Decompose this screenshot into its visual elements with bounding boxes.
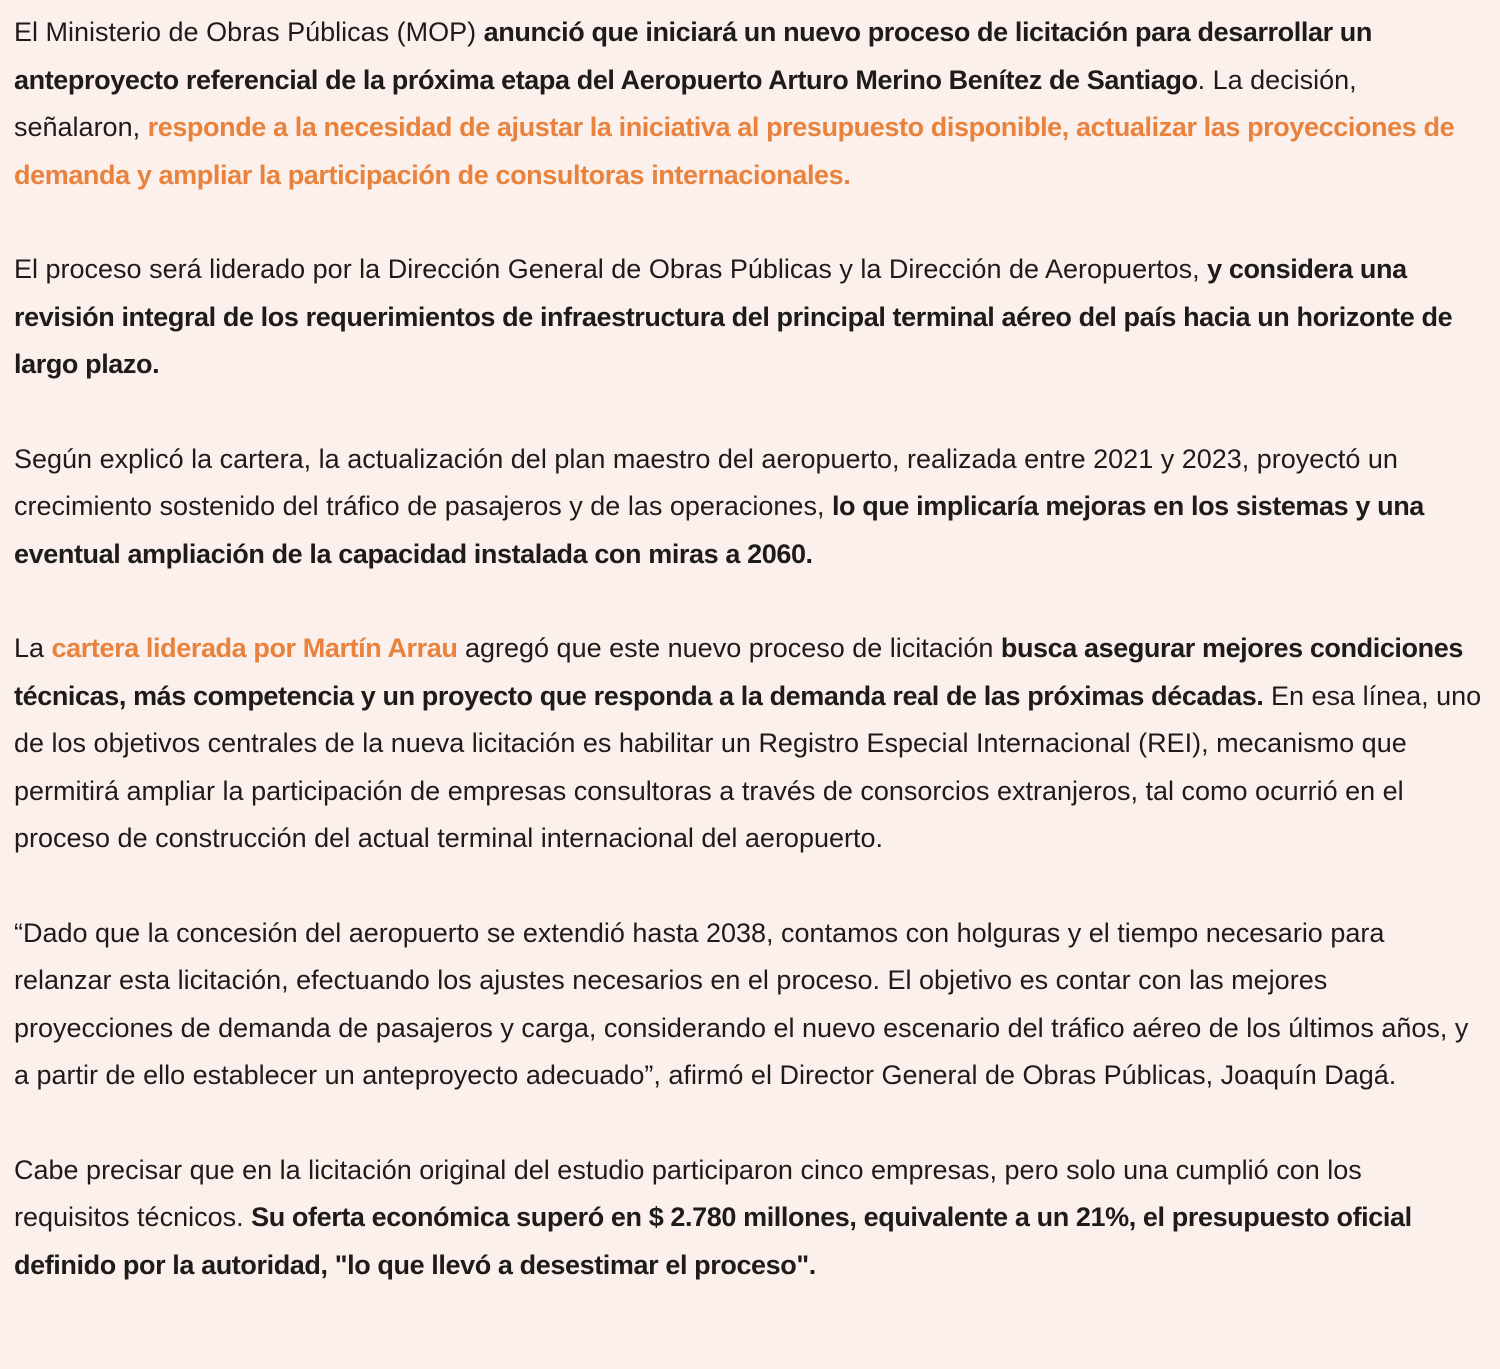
article-body [14, 9, 1484, 1289]
text-segment: . La decisión, señalaron, [14, 64, 1357, 142]
inline-link[interactable]: responde a la necesidad de ajustar la iniciativa al presupuesto disponible, actualizar las proyecciones de demanda y ampliar la participación de consultoras internacionales. [14, 112, 1455, 190]
inline-link[interactable]: cartera liderada por Martín Arrau [51, 633, 458, 663]
paragraph [14, 1147, 1482, 1290]
text-segment: En esa línea, uno de los objetivos centrales de la nueva licitación es habilitar un Registro Especial Internacional (REI), mecanismo que permitirá ampliar la participación de empresas consultoras a través de consorcios extranjeros, tal como ocurrió en el proceso de construcción del actual terminal internacional del aeropuerto. [14, 680, 1482, 853]
text-segment: agregó que este nuevo proceso de licitación [457, 633, 1001, 663]
text-segment-bold: Su oferta económica superó en $ 2.780 millones, equivalente a un 21%, el presupuesto oficial definido por la autoridad, "lo que llevó a desestimar el proceso". [14, 1202, 1412, 1280]
text-segment: Cabe precisar que en la licitación original del estudio participaron cinco empresas, pero solo una cumplió con los requisitos técnicos. [14, 1154, 1362, 1232]
text-segment: Según explicó la cartera, la actualización del plan maestro del aeropuerto, realizada entre 2021 y 2023, proyectó un crecimiento sostenido del tráfico de pasajeros y de las operaciones, [14, 443, 1398, 521]
text-segment-bold: y considera una revisión integral de los requerimientos de infraestructura del principal terminal aéreo del país hacia un horizonte de largo plazo. [14, 254, 1453, 379]
text-segment: “Dado que la concesión del aeropuerto se extendió hasta 2038, contamos con holguras y el tiempo necesario para relanzar esta licitación, efectuando los ajustes necesarios en el proceso. El objetivo es contar con las mejores proyecciones de demanda de pasajeros y carga, considerando el nuevo escenario del tráfico aéreo de los últimos años, y a partir de ello establecer un anteproyecto adecuado”, afirmó el Director General de Obras Públicas, Joaquín Dagá. [14, 917, 1469, 1090]
text-segment: El proceso será liderado por la Dirección General de Obras Públicas y la Dirección de Aeropuertos, [14, 254, 1208, 284]
text-segment: La [14, 633, 52, 663]
text-segment-bold: lo que implicaría mejoras en los sistemas y una eventual ampliación de la capacidad instalada con miras a 2060. [14, 491, 1424, 569]
text-segment: El Ministerio de Obras Públicas (MOP) [14, 17, 484, 47]
paragraph [14, 246, 1482, 389]
text-segment-bold: busca asegurar mejores condiciones técnicas, más competencia y un proyecto que responda a la demanda real de las próximas décadas. [14, 633, 1463, 711]
paragraph [14, 625, 1482, 863]
paragraph-quote [14, 910, 1482, 1100]
text-segment-bold: anunció que iniciará un nuevo proceso de licitación para desarrollar un anteproyecto referencial de la próxima etapa del Aeropuerto Arturo Merino Benítez de Santiago [14, 17, 1372, 95]
paragraph [14, 436, 1482, 579]
paragraph [14, 9, 1482, 199]
